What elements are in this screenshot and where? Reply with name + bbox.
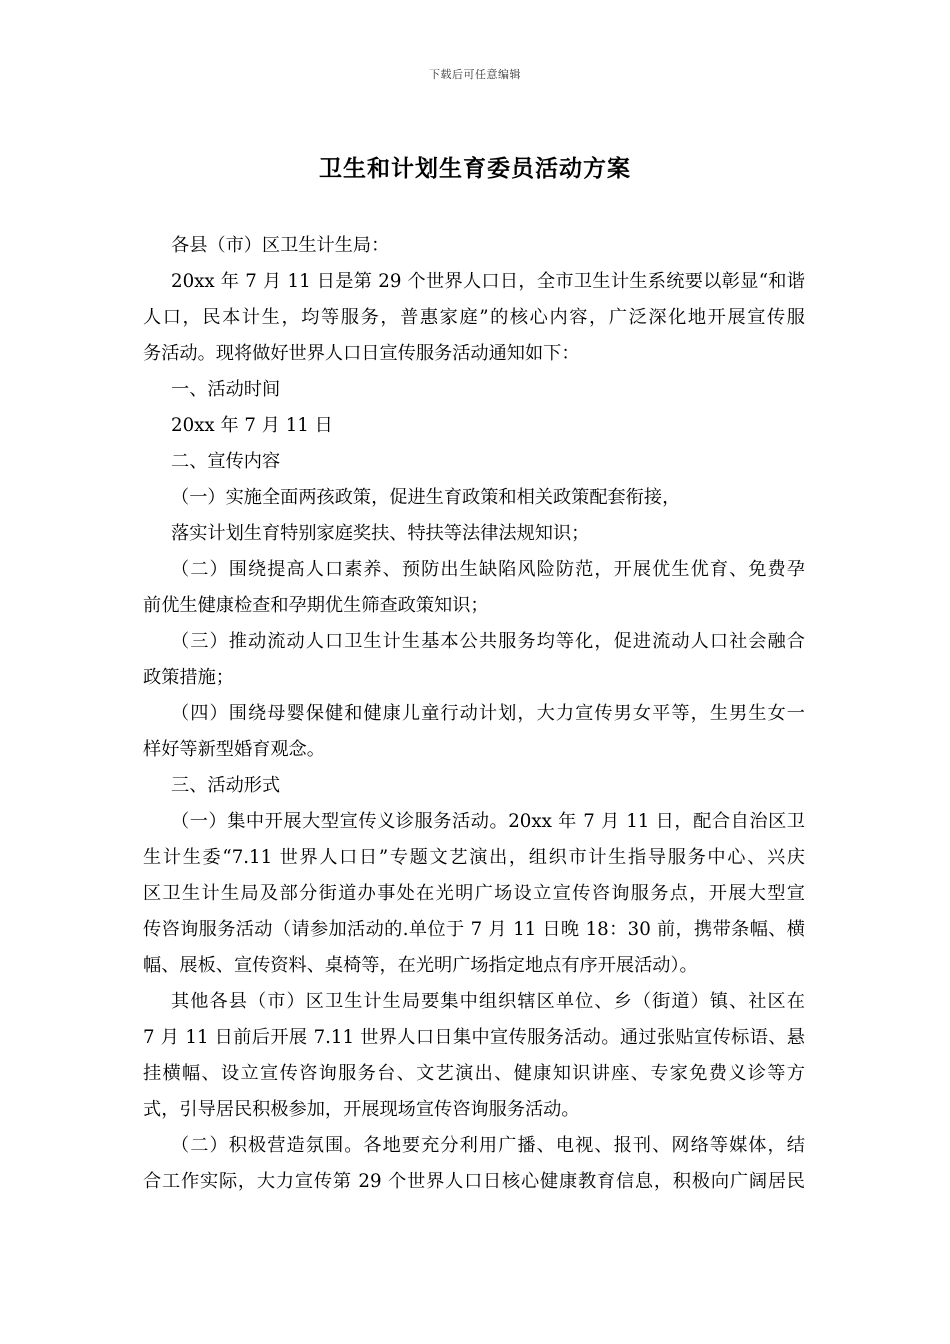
- body-line: 三、活动形式: [171, 775, 281, 796]
- body-line: 传咨询服务活动（请参加活动的.单位于 7 月 11 日晚 18：30 前，携带条幅、横: [143, 919, 805, 940]
- body-line: 二、宣传内容: [171, 451, 281, 472]
- body-line: 政策措施；: [143, 667, 234, 688]
- body-line: 7 月 11 日前后开展 7.11 世界人口日集中宣传服务活动。通过张贴宣传标语、悬: [143, 1027, 805, 1048]
- body-line: （二）积极营造氛围。各地要充分利用广播、电视、报刊、网络等媒体，结: [171, 1135, 805, 1156]
- body-line: 式，引导居民积极参加，开展现场宣传咨询服务活动。: [143, 1099, 580, 1120]
- body-line: 其他各县（市）区卫生计生局要集中组织辖区单位、乡（街道）镇、社区在: [171, 991, 805, 1012]
- body-line: 前优生健康检查和孕期优生筛查政策知识；: [143, 595, 489, 616]
- body-line: 落实计划生育特别家庭奖扶、特扶等法律法规知识；: [171, 523, 590, 544]
- body-line: （二）围绕提高人口素养、预防出生缺陷风险防范，开展优生优育、免费孕: [171, 559, 805, 580]
- body-line: 一、活动时间: [171, 379, 281, 400]
- body-line: 区卫生计生局及部分街道办事处在光明广场设立宣传咨询服务点，开展大型宣: [143, 883, 805, 904]
- header-note: 下载后可任意编辑: [429, 68, 521, 81]
- body-line: 挂横幅、设立宣传咨询服务台、文艺演出、健康知识讲座、专家免费义诊等方: [143, 1063, 805, 1084]
- body-line: 各县（市）区卫生计生局：: [171, 235, 390, 256]
- body-line: （一）实施全面两孩政策，促进生育政策和相关政策配套衔接，: [171, 487, 681, 508]
- body-line: 幅、展板、宣传资料、桌椅等，在光明广场指定地点有序开展活动）。: [143, 955, 698, 976]
- body-line: 合工作实际，大力宣传第 29 个世界人口日核心健康教育信息，积极向广阔居民: [143, 1171, 805, 1192]
- body-line: （三）推动流动人口卫生计生基本公共服务均等化，促进流动人口社会融合: [171, 631, 805, 652]
- body-line: （四）围绕母婴保健和健康儿童行动计划，大力宣传男女平等，生男生女一: [171, 703, 805, 724]
- body-line: 20xx 年 7 月 11 日是第 29 个世界人口日，全市卫生计生系统要以彰显“和谐: [171, 271, 805, 292]
- document-body: [143, 228, 805, 1200]
- body-line: 生计生委“7.11 世界人口日”专题文艺演出，组织市计生指导服务中心、兴庆: [143, 847, 805, 868]
- document-title: 卫生和计划生育委员活动方案: [319, 155, 631, 182]
- body-line: （一）集中开展大型宣传义诊服务活动。20xx 年 7 月 11 日，配合自治区卫: [171, 811, 805, 832]
- body-line: 20xx 年 7 月 11 日: [171, 415, 333, 436]
- body-line: 样好等新型婚育观念。: [143, 739, 325, 760]
- body-line: 务活动。现将做好世界人口日宣传服务活动通知如下：: [143, 343, 580, 364]
- body-line: 人口，民本计生，均等服务，普惠家庭”的核心内容，广泛深化地开展宣传服: [143, 307, 805, 328]
